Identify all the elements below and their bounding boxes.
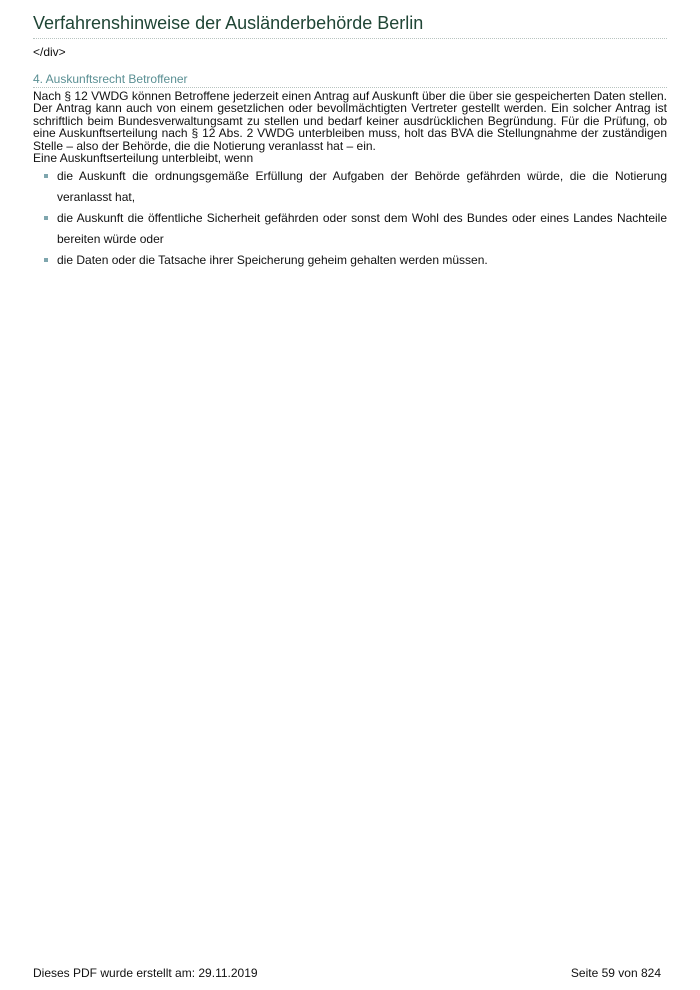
list-item [43,208,667,250]
list-item-text: die Daten oder die Tatsache ihrer Speicherung geheim gehalten werden müssen. [57,253,488,268]
page-number-text: Seite 59 von 824 [570,966,661,980]
square-bullet-icon [44,216,48,220]
bullet-list [33,166,667,271]
list-item [43,250,667,271]
creation-date-text: Dieses PDF wurde erstellt am: 29.11.2019 [33,966,258,980]
list-item-text: die Auskunft die ordnungsgemäße Erfüllung der Aufgaben der Behörde gefährden würde, die die Notierung veranlasst hat, [57,169,667,205]
list-item [43,166,667,208]
section-heading: 4. Auskunftsrecht Betroffener [33,72,667,88]
square-bullet-icon [44,174,48,178]
square-bullet-icon [44,258,48,262]
stray-markup-text: </div> [33,45,66,59]
list-lead-text: Eine Auskunftserteilung unterbleibt, wenn [33,151,254,166]
section-paragraph: Nach § 12 VWDG können Betroffene jederzeit einen Antrag auf Auskunft über die über sie gespeicherten Daten stellen. Der Antrag kann auch von einem gesetzlichen oder bevollmächtigten Vertreter gestellt werden. Ein solcher Antrag ist schriftlich beim Bundesverwaltungsamt zu stellen und bedarf keiner ausdrücklichen Begründung. Für die Prüfung, ob eine Auskunftserteilung nach § 12 Abs. 2 VWDG unterbleiben muss, holt das BVA die Stellungnahme der zuständigen Stelle – also der Behörde, die die Notierung veranlasst hat – ein. [33,89,667,153]
document-title: Verfahrenshinweise der Ausländerbehörde Berlin [33,13,424,33]
list-item-text: die Auskunft die öffentliche Sicherheit gefährden oder sonst dem Wohl des Bundes oder eines Landes Nachteile bereiten würde oder [57,211,667,247]
document-header [33,12,667,39]
section-content [33,72,667,271]
